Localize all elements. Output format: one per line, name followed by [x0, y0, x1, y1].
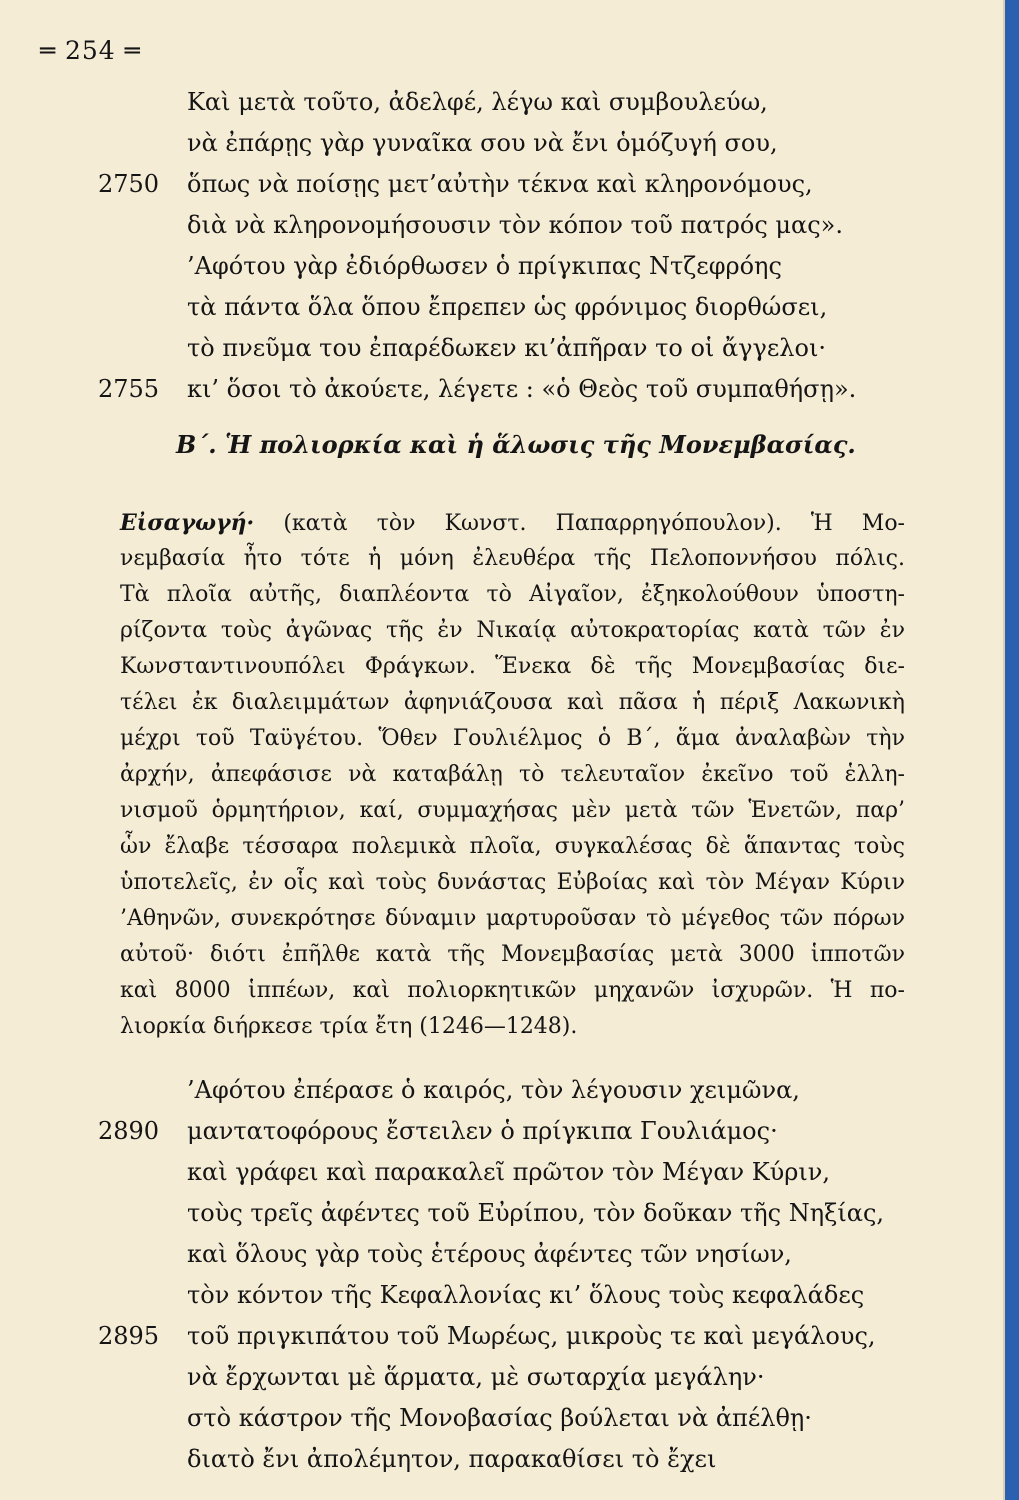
verse-text: κι’ ὅσοι τὸ ἀκούετε, λέγετε : «ὁ Θεὸς τοῦ συμπαθήσῃ». — [187, 375, 857, 403]
section-title: Β΄. Ἡ πολιορκία καὶ ἡ ἅλωσις τῆς Μονεμβασίας. — [176, 430, 856, 459]
verse-text: ’Αφότου γὰρ ἐδιόρθωσεν ὁ πρίγκιπας Ντζεφρόης — [187, 252, 782, 280]
verse-text: νὰ ἔρχωνται μὲ ἅρματα, μὲ σωταρχία μεγάλην· — [187, 1363, 765, 1391]
verse-text: μαντατοφόρους ἔστειλεν ὁ πρίγκιπα Γουλιάμος· — [187, 1117, 778, 1145]
verse-line — [0, 287, 1005, 327]
verse-number: 2890 — [98, 1117, 160, 1145]
verse-number: 2895 — [98, 1322, 160, 1350]
verse-text: ’Αφότου ἐπέρασε ὁ καιρός, τὸν λέγουσιν χειμῶνα, — [187, 1076, 800, 1104]
prose-line: μέχρι τοῦ Ταϋγέτου. Ὅθεν Γουλιέλμος ὁ Β΄, ἅμα ἀναλαβὼν τὴν — [120, 726, 905, 751]
verse-text: τὰ πάντα ὅλα ὅπου ἔπρεπεν ὡς φρόνιμος διορθώσει, — [187, 293, 828, 321]
verse-text: διὰ νὰ κληρονομήσουσιν τὸν κόπον τοῦ πατρός μας». — [187, 211, 843, 239]
prose-line — [120, 505, 905, 541]
verse-text: στὸ κάστρον τῆς Μονοβασίας βούλεται νὰ ἀπέλθῃ· — [187, 1404, 812, 1432]
page-number: ═ 254 ═ — [40, 36, 141, 65]
verse-line — [0, 328, 1005, 368]
verse-text: τὸ πνεῦμα του ἐπαρέδωκεν κι’ἀπῆραν το οἱ ἄγγελοι· — [187, 334, 826, 362]
prose-line: Τὰ πλοῖα αὐτῆς, διαπλέοντα τὸ Αἰγαῖον, ἐξηκολούθουν ὑποστη- — [120, 582, 905, 607]
verse-line — [0, 123, 1005, 163]
verse-line — [0, 1316, 1005, 1356]
verse-line — [0, 1111, 1005, 1151]
verse-line — [0, 1152, 1005, 1192]
prose-line: ’Αθηνῶν, συνεκρότησε δύναμιν μαρτυροῦσαν τὸ μέγεθος τῶν πόρων — [120, 906, 905, 931]
prose-line: Κωνσταντινουπόλει Φράγκων. Ἕνεκα δὲ τῆς Μονεμβασίας διε- — [120, 654, 905, 679]
verse-line — [0, 1193, 1005, 1233]
prose-line: καὶ 8000 ἱππέων, καὶ πολιορκητικῶν μηχανῶν ἰσχυρῶν. Ἡ πο- — [120, 978, 905, 1003]
verse-text: τὸν κόντον τῆς Κεφαλλονίας κι’ ὅλους τοὺς κεφαλάδες — [187, 1281, 865, 1309]
verse-line — [0, 1234, 1005, 1274]
verse-line — [0, 369, 1005, 409]
verse-line — [0, 1357, 1005, 1397]
verse-text: τοῦ πριγκιπάτου τοῦ Μωρέως, μικροὺς τε καὶ μεγάλους, — [187, 1322, 876, 1350]
verse-text: τοὺς τρεῖς ἀφέντες τοῦ Εὐρίπου, τὸν δοῦκαν τῆς Νηξίας, — [187, 1199, 885, 1227]
prose-line: λιορκία διήρκεσε τρία ἔτη (1246—1248). — [120, 1014, 578, 1039]
verse-text: νὰ ἐπάρῃς γὰρ γυναῖκα σου νὰ ἔνι ὁμόζυγή σου, — [187, 129, 778, 157]
verse-line — [0, 205, 1005, 245]
verse-line — [0, 246, 1005, 286]
verse-number: 2755 — [98, 375, 160, 403]
verse-text: καὶ ὅλους γὰρ τοὺς ἑτέρους ἀφέντες τῶν νησίων, — [187, 1240, 792, 1268]
prose-line: ἀρχήν, ἀπεφάσισε νὰ καταβάλῃ τὸ τελευταῖον ἐκεῖνο τοῦ ἑλλη- — [120, 762, 905, 787]
prose-line: ὑποτελεῖς, ἐν οἷς καὶ τοὺς δυνάστας Εὐβοίας καὶ τὸν Μέγαν Κύριν — [120, 870, 905, 895]
prose-line: νεμβασία ἦτο τότε ἡ μόνη ἐλευθέρα τῆς Πελοποννήσου πόλις. — [120, 546, 905, 571]
prose-line: νισμοῦ ὁρμητήριον, καί, συμμαχήσας μὲν μετὰ τῶν Ἑνετῶν, παρ’ — [120, 798, 905, 823]
verse-line — [0, 1398, 1005, 1438]
prose-line: τέλει ἐκ διαλειμμάτων ἀφηνιάζουσα καὶ πᾶσα ἡ πέριξ Λακωνικὴ — [120, 690, 905, 715]
verse-text: ὅπως νὰ ποίσῃς μετ’αὐτὴν τέκνα καὶ κληρονόμους, — [187, 170, 813, 198]
intro-lead: Εἰσαγωγή· — [120, 510, 255, 536]
prose-line: ὧν ἔλαβε τέσσαρα πολεμικὰ πλοῖα, συγκαλέσας δὲ ἅπαντας τοὺς — [120, 834, 905, 859]
prose-text: (κατὰ τὸν Κωνστ. Παπαρρηγόπουλον). Ἡ Μο- — [254, 511, 905, 536]
prose-line: αὐτοῦ· διότι ἐπῆλθε κατὰ τῆς Μονεμβασίας μετὰ 3000 ἱπποτῶν — [120, 942, 905, 967]
verse-text: καὶ γράφει καὶ παρακαλεῖ πρῶτον τὸν Μέγαν Κύριν, — [187, 1158, 830, 1186]
verse-line — [0, 82, 1005, 122]
verse-text: Καὶ μετὰ τοῦτο, ἀδελφέ, λέγω καὶ συμβουλεύω, — [187, 88, 768, 116]
verse-line — [0, 1275, 1005, 1315]
verse-line — [0, 164, 1005, 204]
verse-number: 2750 — [98, 170, 160, 198]
prose-line: ρίζοντα τοὺς ἀγῶνας τῆς ἐν Νικαίᾳ αὐτοκρατορίας κατὰ τῶν ἐν — [120, 618, 905, 643]
verse-text: διατὸ ἔνι ἀπολέμητον, παρακαθίσει τὸ ἔχει — [187, 1445, 717, 1473]
verse-line — [0, 1439, 1005, 1479]
verse-line — [0, 1070, 1005, 1110]
